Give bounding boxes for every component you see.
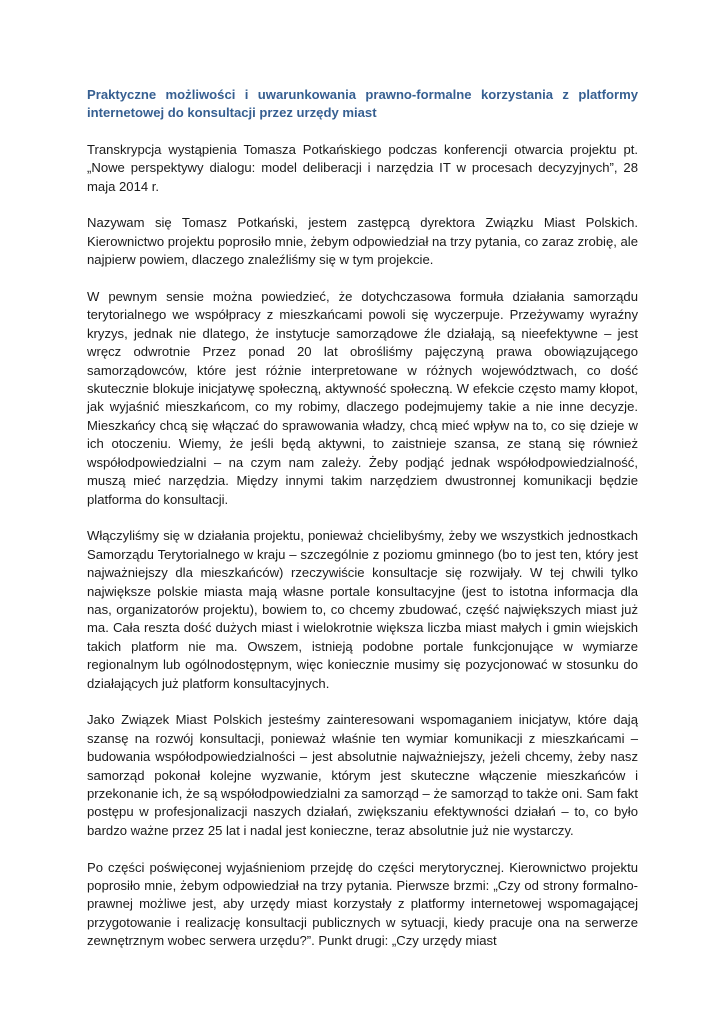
paragraph-4: Jako Związek Miast Polskich jesteśmy zainteresowani wspomaganiem inicjatyw, które dają szansę na rozwój konsultacji, ponieważ właśnie ten wymiar komunikacji z mieszkańcami – budowania współodpowiedzialności – jest absolutnie najważniejszy, jeżeli chcemy, żeby nasz samorząd pokonał kolejne wyzwanie, którym jest skuteczne włączenie mieszkańców i przekonanie ich, że są współodpowiedzialni za samorząd – że samorząd to także oni. Sam fakt postępu w profesjonalizacji naszych działań, zwiększaniu efektywności działań – to, co było bardzo ważne przez 25 lat i nadal jest konieczne, teraz absolutnie już nie wystarczy.	[87, 712, 638, 838]
document-page	[87, 86, 638, 969]
paragraph-5: Po części poświęconej wyjaśnieniom przejdę do części merytorycznej. Kierownictwo projektu poprosiło mnie, żebym odpowiedział na trzy pytania. Pierwsze brzmi: „Czy od strony formalno-prawnej możliwe jest, aby urzędy miast korzystały z platformy internetowej wspomagającej przygotowanie i realizację konsultacji publicznych w sytuacji, kiedy pracuje ona na serwerze zewnętrznym wobec serwera urzędu?”. Punkt drugi: „Czy urzędy miast	[87, 859, 638, 949]
paragraph-3: Włączyliśmy się w działania projektu, ponieważ chcielibyśmy, żeby we wszystkich jednostkach Samorządu Terytorialnego w kraju – szczególnie z poziomu gminnego (bo to jest ten, który jest najważniejszy dla mieszkańców) rzeczywiście konsultacje się rozwijały. W tej chwili tylko największe polskie miasta mają własne portale konsultacyjne (jest to istotna informacja dla nas, organizatorów projektu), bowiem to, co chcemy zbudować, część największych miast już ma. Cała reszta dość dużych miast i wielokrotnie większa liczba miast małych i gmin wiejskich takich platform nie ma. Owszem, istnieją podobne portale funkcjonujące w wymiarze regionalnym lub ogólnodostępnym, więc koniecznie musimy się pozycjonować w stosunku do działających już platform konsultacyjnych.	[87, 528, 638, 691]
document-title: Praktyczne możliwości i uwarunkowania prawno-formalne korzystania z platformy internetowej do konsultacji przez urzędy miast	[87, 87, 638, 121]
paragraph-2: W pewnym sensie można powiedzieć, że dotychczasowa formuła działania samorządu terytorialnego we współpracy z mieszkańcami powoli się wyczerpuje. Przeżywamy wyraźny kryzys, jednak nie dlatego, że instytucje samorządowe źle działają, są nieefektywne – jest wręcz odwrotnie Przez ponad 20 lat obrośliśmy pajęczyną prawa obowiązującego samorządowców, które jest różnie interpretowane w różnych województwach, co dość skutecznie blokuje inicjatywę społeczną, aktywność społeczną. W efekcie często mamy kłopot, jak wyjaśnić mieszkańcom, co my robimy, dlaczego podejmujemy takie a nie inne decyzje. Mieszkańcy chcą się włączać do sprawowania władzy, chcą mieć wpływ na to, co się dzieje w ich otoczeniu. Wiemy, że jeśli będą aktywni, to zaistnieje szansa, ze staną się również współodpowiedzialni – na czym nam zależy. Żeby podjąć jednak współodpowiedzialność, muszą mieć narzędzia. Między innymi takim narzędziem dwustronnej komunikacji będzie platforma do konsultacji.	[87, 289, 638, 507]
transcript-intro: Transkrypcja wystąpienia Tomasza Potkańskiego podczas konferencji otwarcia projektu pt. „Nowe perspektywy dialogu: model deliberacji i narzędzia IT w procesach decyzyjnych”, 28 maja 2014 r.	[87, 141, 638, 194]
paragraph-1: Nazywam się Tomasz Potkański, jestem zastępcą dyrektora Związku Miast Polskich. Kierownictwo projektu poprosiło mnie, żebym odpowiedział na trzy pytania, co zaraz zrobię, ale najpierw powiem, dlaczego znaleźliśmy się w tym projekcie.	[87, 215, 638, 268]
